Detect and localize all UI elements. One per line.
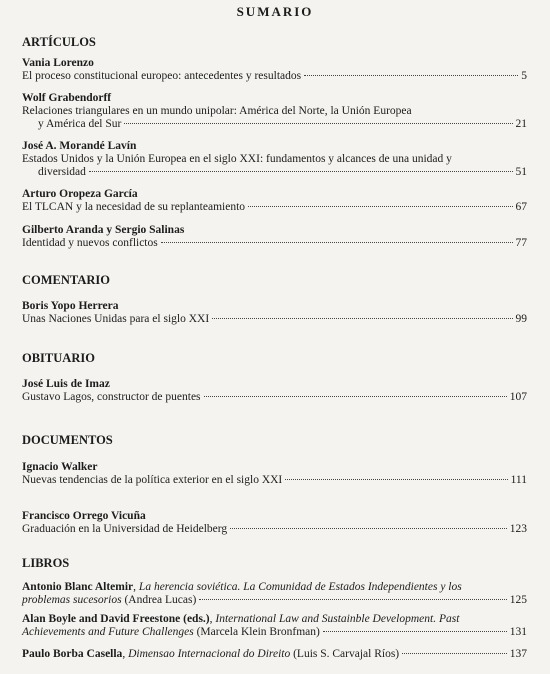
book-title-cont: Achievements and Future Challenges <box>22 626 194 638</box>
dot-leader <box>212 318 512 319</box>
entry-page: 21 <box>515 118 527 130</box>
entry-page: 125 <box>509 594 527 606</box>
toc-entry[interactable] <box>22 140 527 179</box>
entry-title: El proceso constitucional europeo: antecedentes y resultados <box>22 70 302 82</box>
dot-leader <box>199 599 506 600</box>
dot-leader <box>161 242 513 243</box>
toc-entry[interactable]: Paulo Borba Casella, Dimensao Internacional do Direito (Luis S. Carvajal Ríos) 137 <box>22 648 527 660</box>
entry-author: Francisco Orrego Vicuña <box>22 510 146 522</box>
entry-author: Paulo Borba Casella <box>22 648 123 660</box>
entry-title: Unas Naciones Unidas para el siglo XXI <box>22 313 210 325</box>
toc-entry[interactable] <box>22 57 527 83</box>
toc-entry[interactable] <box>22 300 527 326</box>
book-title-cont: problemas sucesorios <box>22 594 122 606</box>
entry-page: 131 <box>509 626 527 638</box>
dot-leader <box>248 206 512 207</box>
reviewer: (Luis S. Carvajal Ríos) <box>293 648 400 660</box>
entry-title: Gustavo Lagos, constructor de puentes <box>22 391 201 403</box>
section-heading-articulos: ARTÍCULOS <box>22 35 96 49</box>
dot-leader <box>323 631 507 632</box>
entry-author: Gilberto Aranda y Sergio Salinas <box>22 224 185 236</box>
toc-entry[interactable] <box>22 510 527 536</box>
entry-page: 5 <box>521 70 527 82</box>
entry-title: Estados Unidos y la Unión Europea en el siglo XXI: fundamentos y alcances de una unidad y <box>22 153 452 165</box>
entry-title: Identidad y nuevos conflictos <box>22 237 158 249</box>
entry-page: 67 <box>515 201 527 213</box>
entry-author: Arturo Oropeza García <box>22 188 138 200</box>
entry-page: 111 <box>510 474 527 486</box>
toc-entry[interactable] <box>22 378 527 404</box>
entry-title: El TLCAN y la necesidad de su replanteamiento <box>22 201 246 213</box>
entry-author: Wolf Grabendorff <box>22 92 112 104</box>
dot-leader <box>230 528 507 529</box>
dot-leader <box>304 75 518 76</box>
dot-leader <box>124 123 512 124</box>
entry-author: Ignacio Walker <box>22 461 98 473</box>
entry-page: 51 <box>515 166 527 178</box>
entry-title: Graduación en la Universidad de Heidelberg <box>22 523 228 535</box>
dot-leader <box>402 653 507 654</box>
entry-page: 99 <box>515 313 527 325</box>
toc-entry[interactable]: Antonio Blanc Altemir, La herencia soviética. La Comunidad de Estados Independientes y los problemas sucesorios (Andrea Lucas) 125 <box>22 581 527 606</box>
page-title: SUMARIO <box>236 4 314 19</box>
toc-entry[interactable] <box>22 188 527 214</box>
dot-leader <box>89 171 513 172</box>
entry-title: Relaciones triangulares en un mundo unipolar: América del Norte, la Unión Europea <box>22 105 412 117</box>
toc-entry[interactable] <box>22 92 527 131</box>
book-title: International Law and Sustainble Development. Past <box>215 613 460 625</box>
entry-author: José Luis de Imaz <box>22 378 110 390</box>
dot-leader <box>204 396 507 397</box>
entry-author: José A. Morandé Lavín <box>22 140 137 152</box>
toc-entry[interactable] <box>22 461 527 487</box>
dot-leader <box>285 479 507 480</box>
entry-author: Alan Boyle and David Freestone (eds.) <box>22 613 210 625</box>
entry-title-cont: y América del Sur <box>38 118 122 130</box>
reviewer: (Andrea Lucas) <box>124 594 197 606</box>
reviewer: (Marcela Klein Bronfman) <box>196 626 320 638</box>
entry-title-cont: diversidad <box>38 166 86 178</box>
entry-author: Boris Yopo Herrera <box>22 300 119 312</box>
book-title: Dimensao Internacional do Direito <box>128 648 291 660</box>
section-heading-comentario: COMENTARIO <box>22 273 110 287</box>
entry-title: Nuevas tendencias de la política exterior en el siglo XXI <box>22 474 283 486</box>
section-heading-libros: LIBROS <box>22 556 70 570</box>
toc-entry[interactable]: Alan Boyle and David Freestone (eds.), International Law and Sustainble Development. Past Achievements and Future Challenges (Marcela Klein Bronfman) 131 <box>22 613 527 638</box>
entry-author: Antonio Blanc Altemir <box>22 581 134 593</box>
section-heading-documentos: DOCUMENTOS <box>22 433 113 447</box>
toc-entry[interactable] <box>22 224 527 250</box>
book-title: La herencia soviética. La Comunidad de Estados Independientes y los <box>138 581 462 593</box>
section-heading-obituario: OBITUARIO <box>22 351 95 365</box>
entry-page: 137 <box>509 648 527 660</box>
entry-page: 123 <box>509 523 527 535</box>
entry-author: Vania Lorenzo <box>22 57 94 69</box>
entry-page: 77 <box>515 237 527 249</box>
entry-page: 107 <box>509 391 527 403</box>
